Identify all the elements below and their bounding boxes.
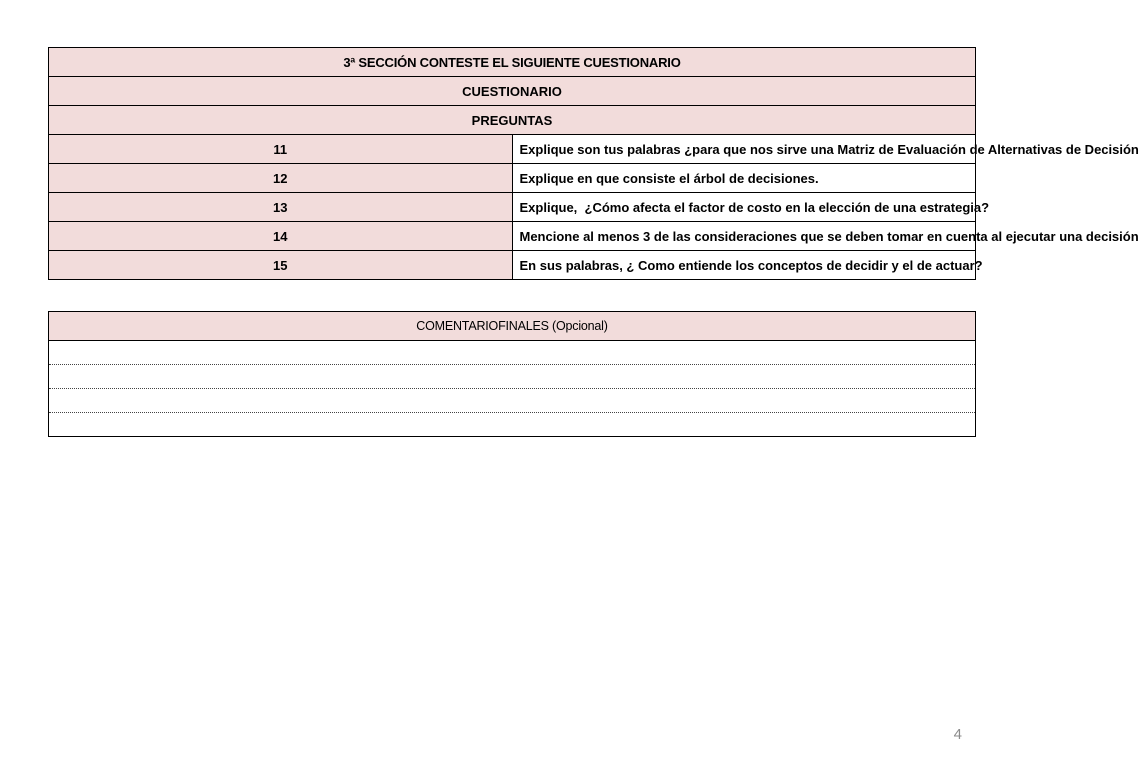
question-row <box>49 135 976 164</box>
comment-line[interactable] <box>49 413 976 437</box>
question-number: 11 <box>49 135 513 164</box>
question-number: 12 <box>49 164 513 193</box>
comment-line-field[interactable] <box>49 365 976 389</box>
questions-header-row <box>49 106 976 135</box>
question-text: En sus palabras, ¿ Como entiende los conceptos de decidir y el de actuar? <box>512 251 976 280</box>
question-number: 14 <box>49 222 513 251</box>
comment-line-field[interactable] <box>49 413 976 437</box>
question-text: Explique en que consiste el árbol de decisiones. <box>512 164 976 193</box>
page-number: 4 <box>953 726 962 743</box>
subtitle-row <box>49 77 976 106</box>
questionnaire-subtitle: CUESTIONARIO <box>49 77 976 106</box>
section-title: 3ª SECCIÓN CONTESTE EL SIGUIENTE CUESTIONARIO <box>49 48 976 77</box>
comments-header: COMENTARIOFINALES (Opcional) <box>49 312 976 341</box>
comment-line-field[interactable] <box>49 389 976 413</box>
comment-line-field[interactable] <box>49 341 976 365</box>
question-text: Explique, ¿Cómo afecta el factor de costo en la elección de una estrategia? <box>512 193 976 222</box>
question-row <box>49 251 976 280</box>
question-number: 15 <box>49 251 513 280</box>
question-row <box>49 193 976 222</box>
question-number: 13 <box>49 193 513 222</box>
comment-line[interactable] <box>49 365 976 389</box>
comment-line[interactable] <box>49 389 976 413</box>
comments-header-row <box>49 312 976 341</box>
question-row <box>49 222 976 251</box>
questionnaire-table <box>48 47 1139 280</box>
comments-table <box>48 311 976 437</box>
questions-header: PREGUNTAS <box>49 106 976 135</box>
question-text: Explique son tus palabras ¿para que nos sirve una Matriz de Evaluación de Alternativas de Decisión <box>512 135 976 164</box>
comment-line[interactable] <box>49 341 976 365</box>
section-title-row <box>49 48 976 77</box>
question-row <box>49 164 976 193</box>
question-text: Mencione al menos 3 de las consideraciones que se deben tomar en cuenta al ejecutar una decisión <box>512 222 976 251</box>
